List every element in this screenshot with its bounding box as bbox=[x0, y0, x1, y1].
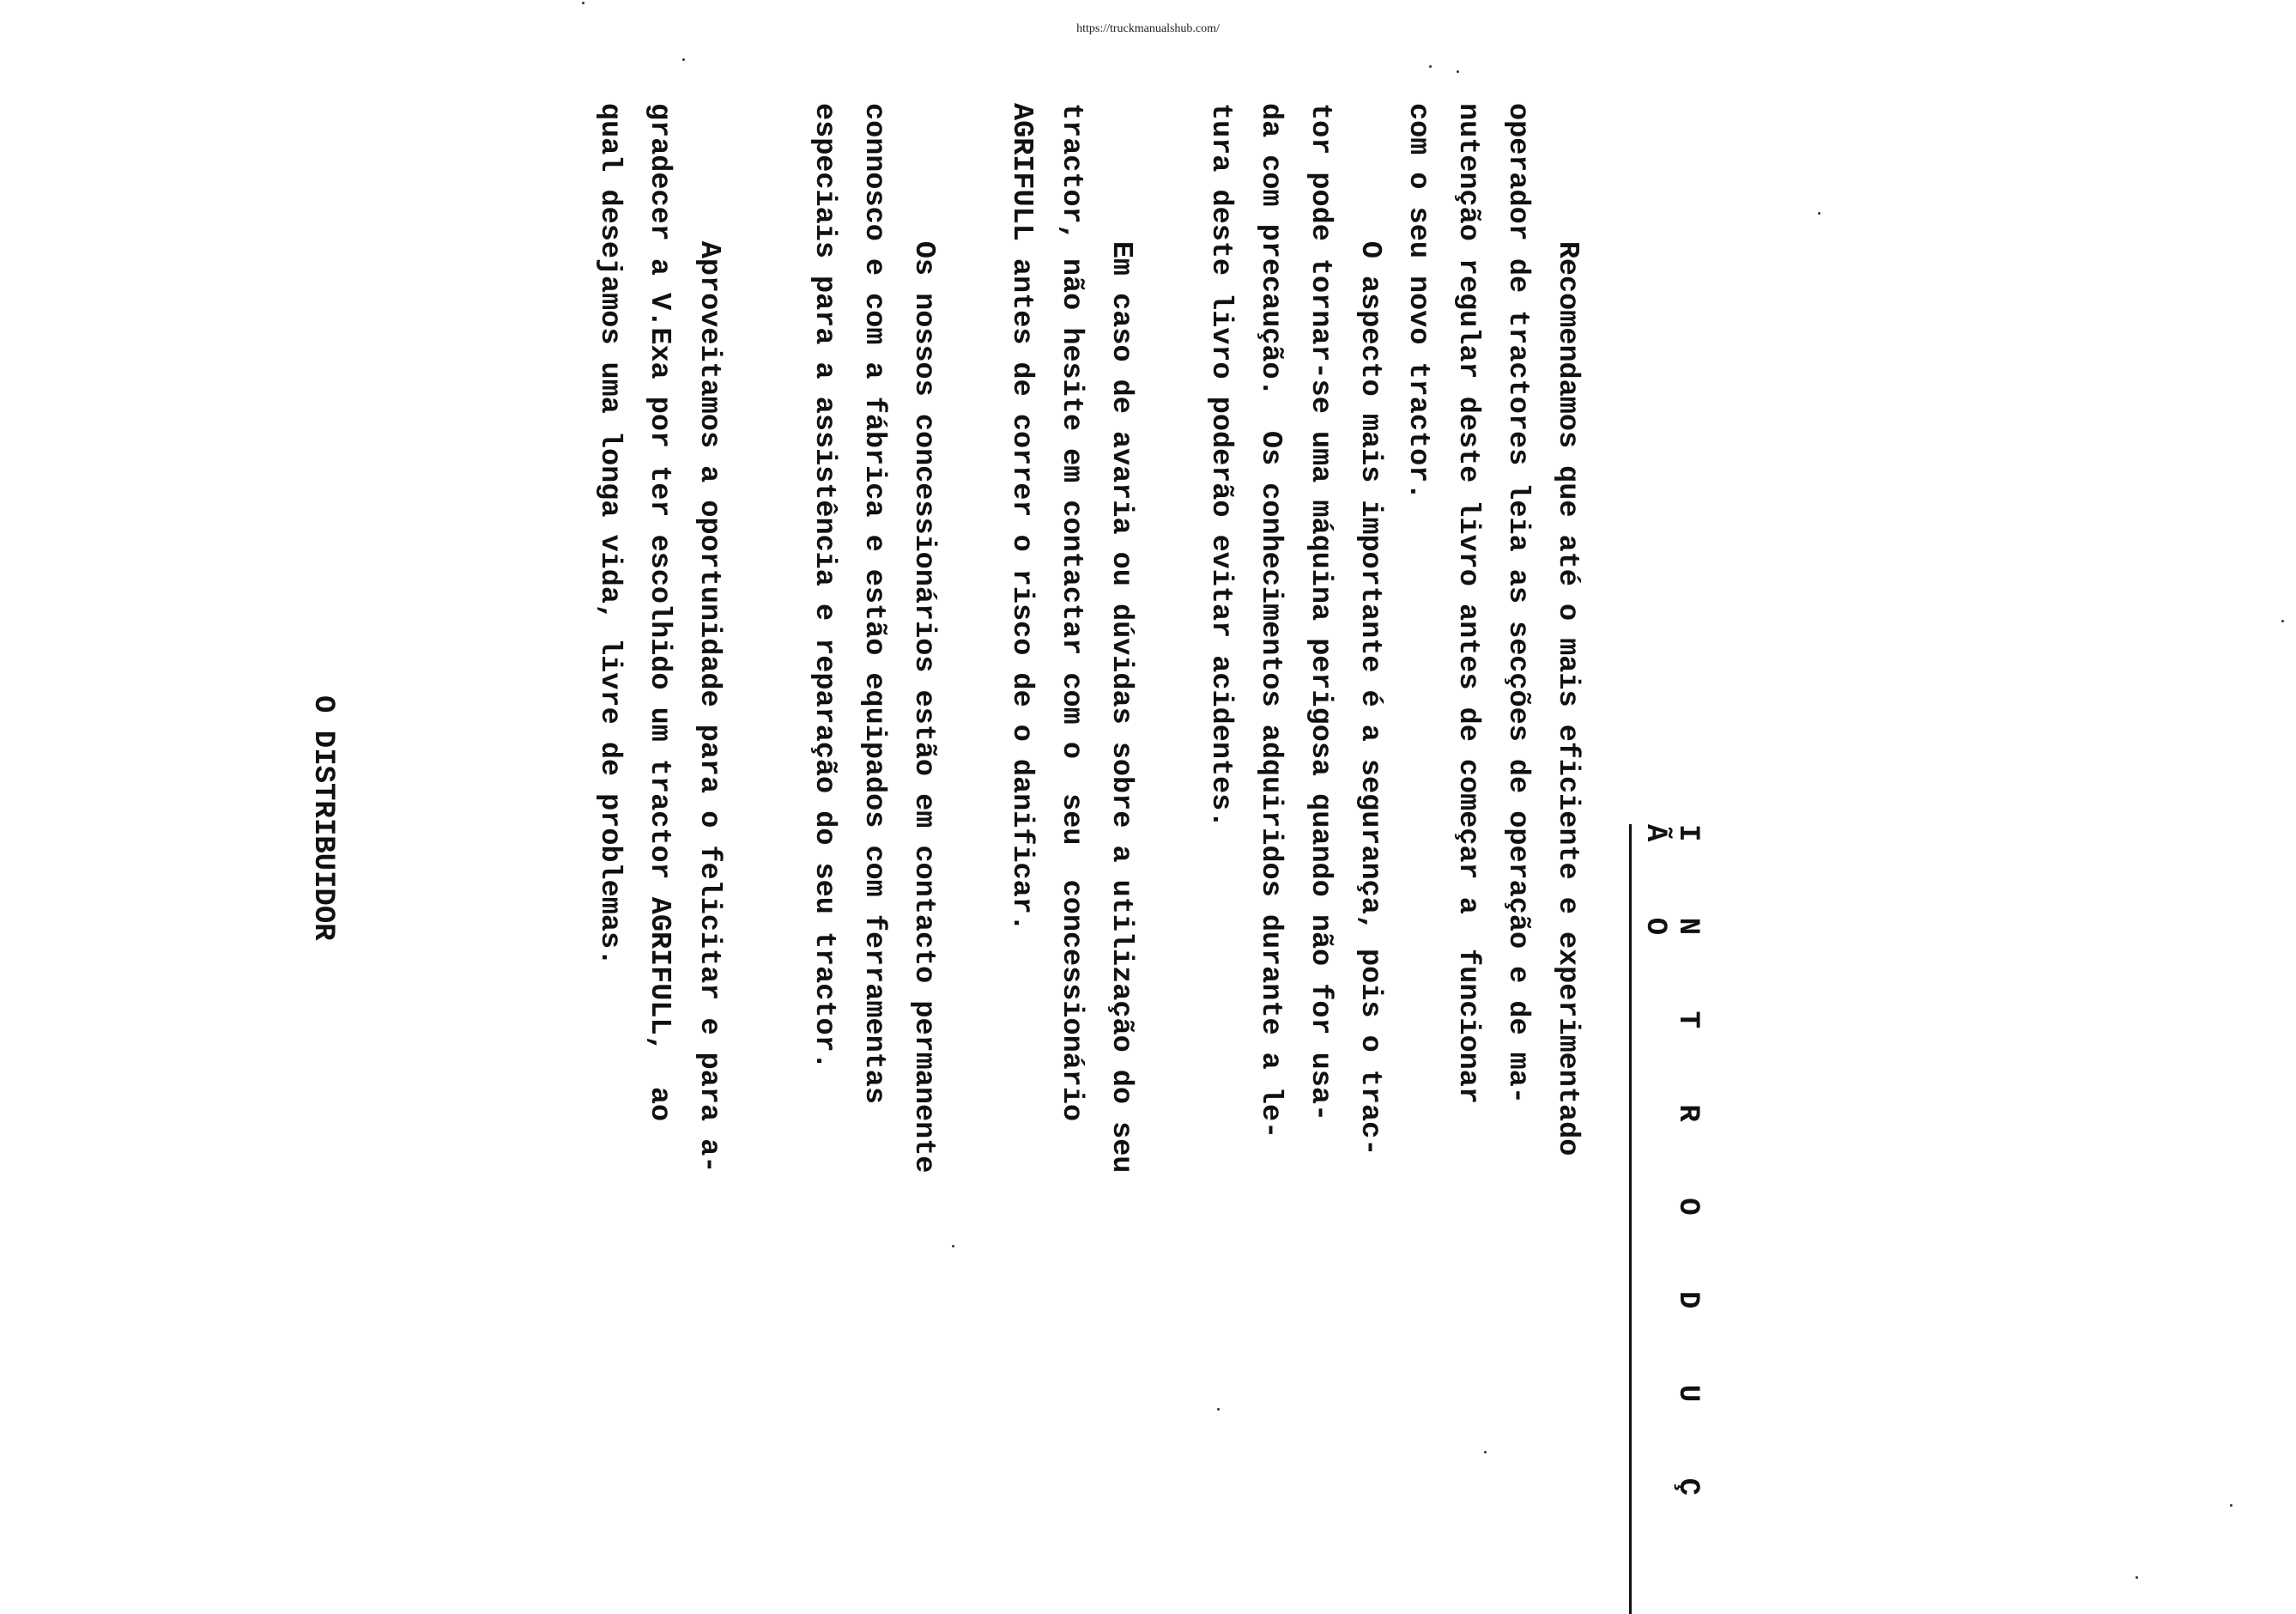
scan-speck bbox=[582, 2, 585, 4]
source-url: https://truckmanualshub.com/ bbox=[1076, 22, 1220, 35]
scan-speck bbox=[1217, 1408, 1220, 1411]
scan-speck bbox=[1429, 65, 1432, 68]
document-title: I N T R O D U Ç Ã O bbox=[1629, 824, 1704, 1614]
scan-speck bbox=[2281, 620, 2284, 622]
paragraph-dealers: Os nossos concessionários estão em contacto permanente connosco e com a fábrica e estão equipados com ferramentas especiais para a assistência e reparação do seu tractor. bbox=[808, 103, 940, 1174]
signature: O DISTRIBUIDOR bbox=[306, 695, 339, 941]
document-page bbox=[159, 103, 1755, 1614]
scan-speck bbox=[1818, 212, 1820, 215]
scan-speck bbox=[952, 1245, 954, 1247]
scan-speck bbox=[2230, 1504, 2232, 1507]
scan-speck bbox=[1484, 1451, 1487, 1453]
paragraph-recommendation: Recomendamos que até o mais eficiente e experimentado operador de tractores leia as secções de operação e de ma- nutenção regular deste livro antes de começar a funcionar com o seu novo tractor. bbox=[1402, 103, 1584, 1156]
paragraph-safety: O aspecto mais importante é a segurança, pois o trac- tor pode tornar-se uma máquina perigosa quando não for usa- da com precaução. Os conhecimentos adquiridos durante a le- tura deste livro poderão evitar acidentes. bbox=[1204, 103, 1386, 1156]
scan-speck bbox=[1457, 70, 1459, 73]
scan-speck bbox=[2135, 1576, 2138, 1579]
paragraph-breakdown: Em caso de avaria ou dúvidas sobre a utilização do seu tractor, não hesite em contactar com o seu concessionário AGRIFULL antes de correr o risco de o danificar. bbox=[1005, 103, 1137, 1174]
scan-speck bbox=[682, 58, 685, 61]
paragraph-thanks: Aproveitamos a oportunidade para o felicitar e para a- gradecer a V.Exa por ter escolhido um tractor AGRIFULL, ao qual desejamos uma longa vida, livre de problemas. bbox=[593, 103, 725, 1174]
rotated-page bbox=[159, 103, 1755, 1614]
